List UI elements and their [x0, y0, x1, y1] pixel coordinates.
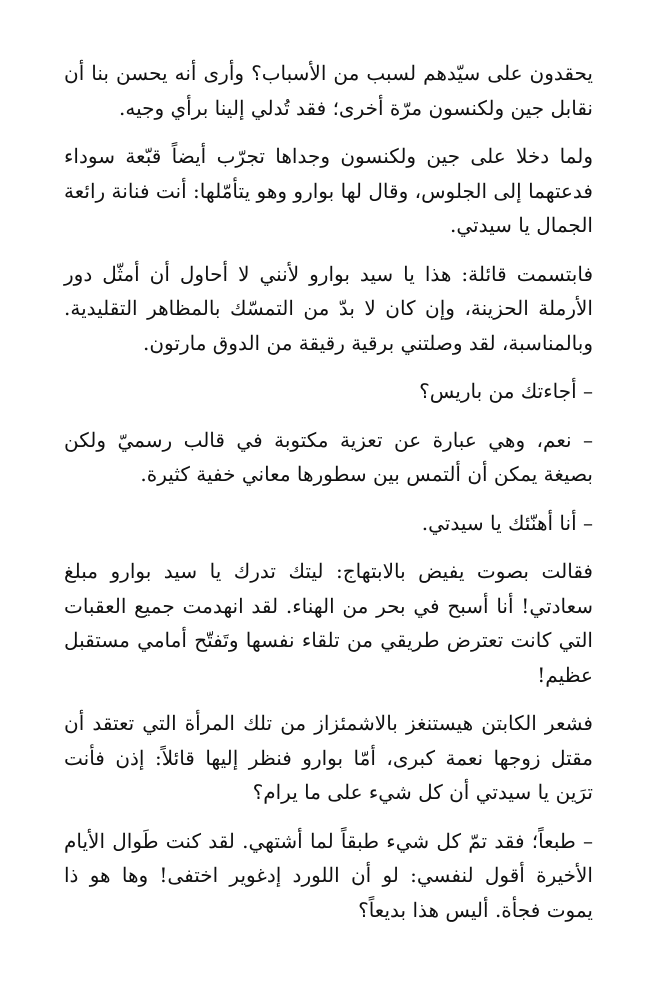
- paragraph-3: فابتسمت قائلة: هذا يا سيد بوارو لأنني لا أحاول أن أمثّل دور الأرملة الحزينة، وإن كان لا بدّ من التمسّك بالمظاهر التقليدية. وبالمناسبة، لقد وصلتني برقية رقيقة من الدوق مارتون.: [64, 261, 593, 355]
- paragraph-6: – أنا أهنّئك يا سيدتي.: [421, 510, 593, 535]
- paragraph-5: – نعم، وهي عبارة عن تعزية مكتوبة في قالب رسميّ ولكن بصيغة يمكن أن ألتمس بين سطورها معاني خفية كثيرة.: [64, 427, 593, 486]
- paragraph-2: ولما دخلا على جين ولكنسون وجداها تجرّب أيضاً قبّعة سوداء فدعتهما إلى الجلوس، وقال لها بوارو وهو يتأمّلها: أنت فنانة رائعة الجمال يا سيدتي.: [64, 144, 593, 237]
- paragraph-1: يحقدون على سيّدهم لسبب من الأسباب؟ وأرى أنه يحسن بنا أن نقابل جين ولكنسون مرّة أخرى؛ فقد تُدلي إلينا برأي وجيه.: [64, 61, 593, 120]
- paragraph-8: فشعر الكابتن هيستنغز بالاشمئزاز من تلك المرأة التي تعتقد أن مقتل زوجها نعمة كبرى، أمّا بوارو فنظر إليها قائلاً: إذن فأنت ترَين يا سيدتي أن كل شيء على ما يرام؟: [64, 711, 593, 804]
- book-page: [64, 56, 593, 941]
- paragraph-4: – أجاءتك من باريس؟: [419, 379, 593, 403]
- paragraph-7: فقالت بصوت يفيض بالابتهاج: ليتك تدرك يا سيد بوارو مبلغ سعادتي! أنا أسبح في بحر من الهناء. لقد انهدمت جميع العقبات التي كانت تعترض طريقي من تلقاء نفسها وتَفتّح أمامي مستقبل عظيم!: [64, 559, 593, 687]
- paragraph-9: – طبعاً؛ فقد تمّ كل شيء طبقاً لما أشتهي. لقد كنت طَوال الأيام الأخيرة أقول لنفسي: لو أن اللورد إدغوير اختفى! وها هو ذا يموت فجأة. أليس هذا بديعاً؟: [64, 828, 593, 922]
